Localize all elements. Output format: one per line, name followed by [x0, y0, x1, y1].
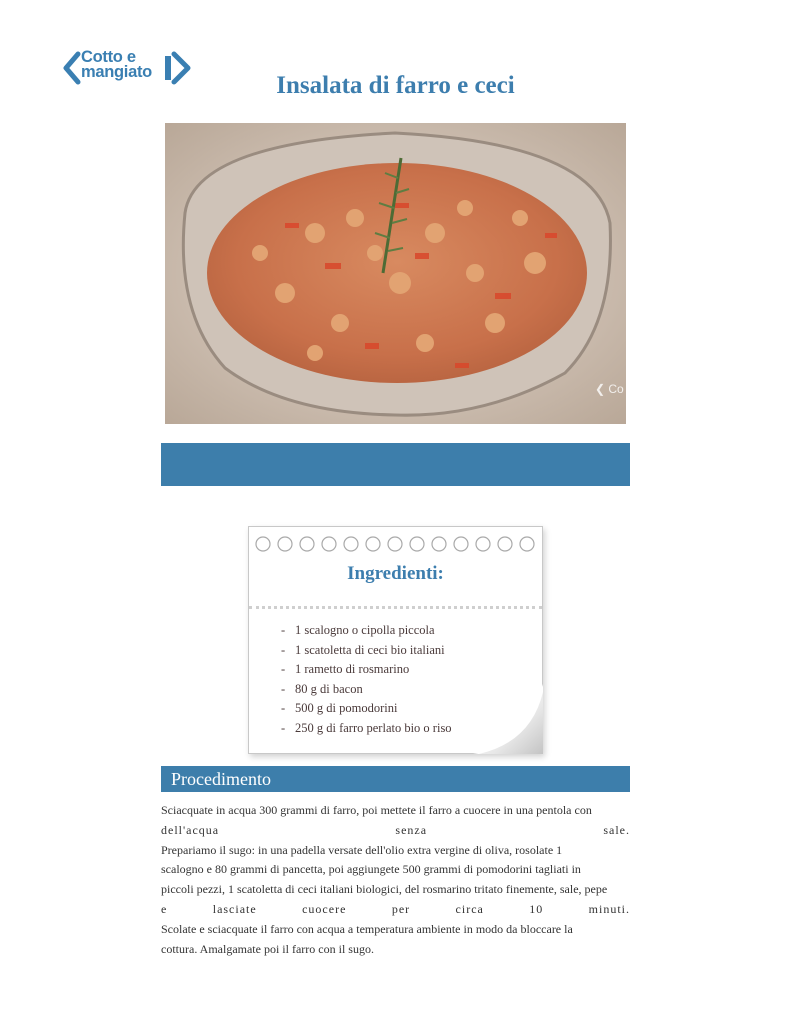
ingredient-text: 250 g di farro perlato bio o riso	[295, 720, 452, 735]
procedure-line: scalogno e 80 grammi di pancetta, poi aggiungete 500 grammi di pomodorini tagliati in	[161, 862, 581, 877]
procedure-line: Prepariamo il sugo: in una padella versate dell'olio extra vergine di oliva, rosolate 1	[161, 842, 563, 857]
spiral-rings-icon	[254, 533, 537, 555]
procedure-band	[161, 766, 630, 792]
procedure-line: cottura. Amalgamate poi il farro con il sugo.	[161, 941, 374, 956]
list-bullet: -	[281, 701, 286, 716]
procedure-line: e lasciate cuocere per circa 10 minuti.	[161, 901, 630, 916]
recipe-title: Insalata di farro e ceci	[276, 72, 515, 99]
ingredient-text: 1 scalogno o cipolla piccola	[295, 623, 435, 637]
ingredient-text: 1 scatoletta di ceci bio italiani	[295, 642, 445, 657]
list-item	[281, 680, 452, 700]
logo-line-1: Cotto e	[81, 48, 136, 66]
procedure-line: Scolate e sciacquate il farro con acqua a temperatura ambiente in modo da bloccare la	[161, 921, 573, 936]
list-bullet: -	[281, 662, 286, 677]
list-item	[281, 621, 452, 641]
procedure-line: piccoli pezzi, 1 scatoletta di ceci italiani biologici, del rosmarino tritato finemente, sale, pepe	[161, 882, 608, 897]
ingredients-list	[281, 621, 452, 739]
list-bullet: -	[281, 623, 286, 637]
list-bullet: -	[281, 720, 286, 735]
note-divider	[249, 606, 542, 609]
ingredients-note	[248, 526, 543, 754]
ingredient-text: 80 g di bacon	[295, 681, 363, 696]
svg-text:❮ Co: ❮ Co	[595, 382, 624, 396]
list-item	[281, 699, 452, 719]
recipe-photo	[165, 123, 626, 424]
procedure-title: Procedimento	[171, 769, 271, 789]
page-curl-icon	[473, 684, 543, 754]
list-item	[281, 641, 452, 661]
list-item	[281, 719, 452, 739]
ingredients-title: Ingredienti:	[347, 563, 444, 584]
logo-line-2: mangiato	[81, 63, 152, 81]
list-bullet: -	[281, 681, 286, 696]
procedure-line: Sciacquate in acqua 300 grammi di farro, poi mettete il farro a cuocere in una pentola con	[161, 803, 592, 817]
procedure-text	[161, 801, 630, 959]
list-item	[281, 660, 452, 680]
list-bullet: -	[281, 642, 286, 657]
ingredient-text: 1 rametto di rosmarino	[295, 662, 410, 677]
title-band	[161, 443, 630, 486]
ingredient-text: 500 g di pomodorini	[295, 701, 398, 716]
procedure-line: dell'acqua senza sale.	[161, 822, 630, 837]
